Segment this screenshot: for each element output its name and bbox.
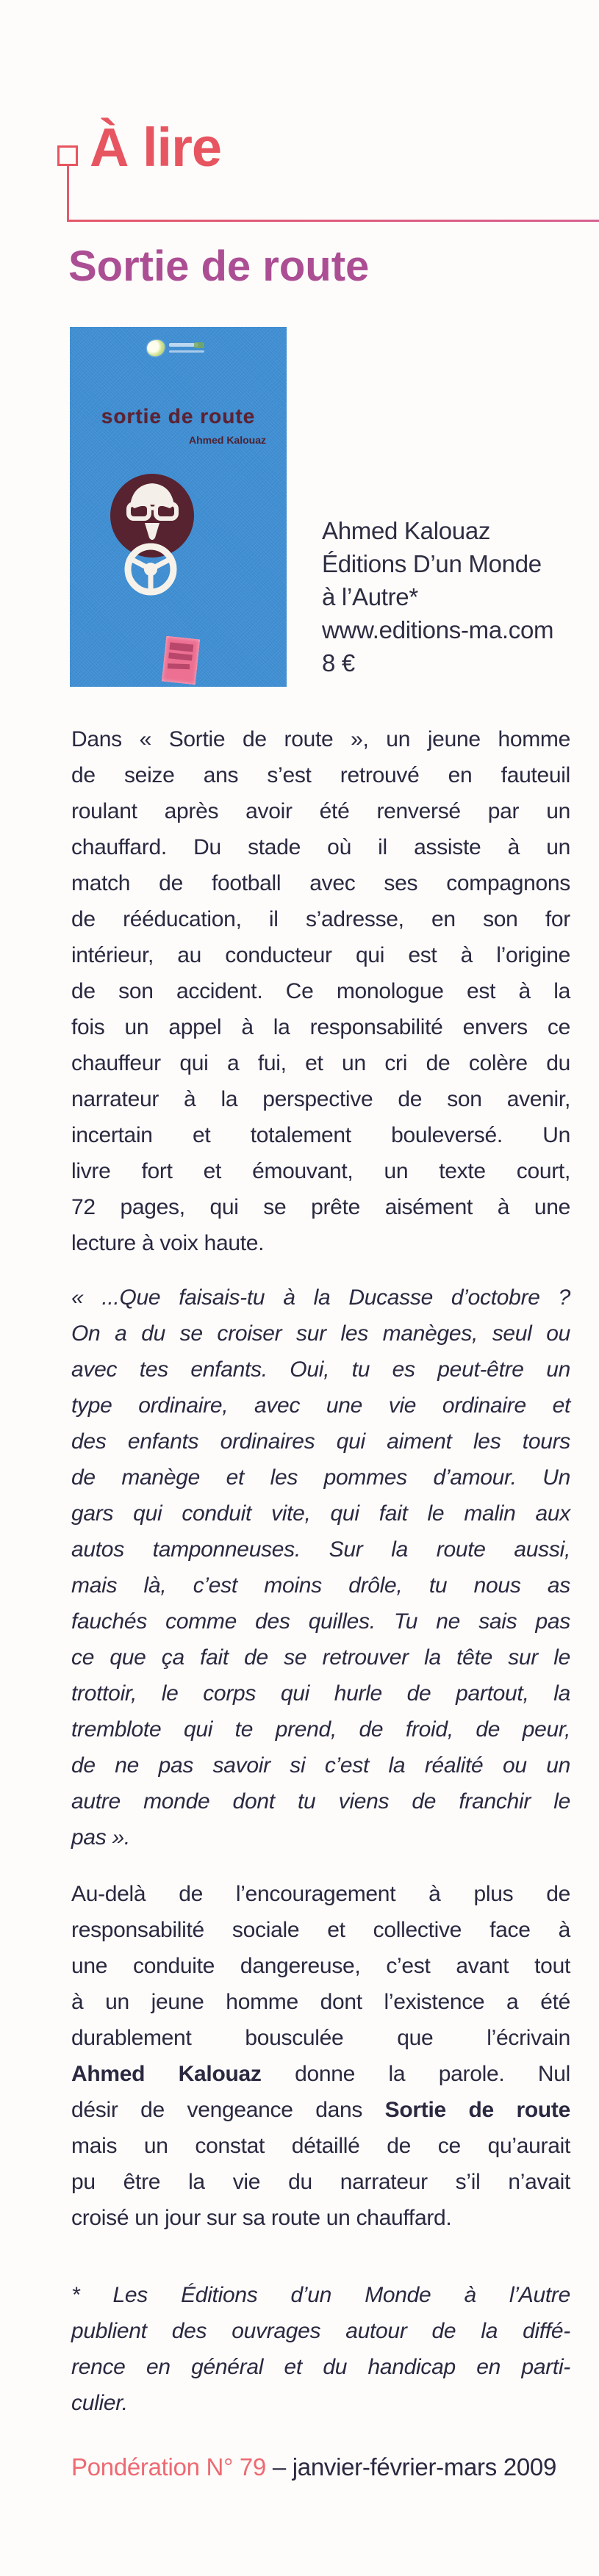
text-line: chauffard. Du stade où il assiste à un [71,835,570,859]
paragraph-quote [71,1280,570,1855]
text-line: lecture à voix haute. [71,1231,265,1255]
logo-green-mark [194,342,204,348]
rubric-corner-square [57,145,78,166]
publisher-logo-icon [147,339,217,359]
footer-date: – janvier-février-mars 2009 [265,2453,557,2481]
text-line: incertain et totalement bouleversé. Un [71,1123,570,1147]
text-line: tremblote qui te prend, de froid, de peur, [71,1717,570,1742]
text-line: durablement bousculée que l’écrivain [71,2026,570,2050]
text-line: livre fort et émouvant, un texte court, [71,1159,570,1183]
text-line: pas ». [71,1825,130,1850]
text-line: mais là, c’est moins drôle, tu nous as [71,1573,570,1598]
text-line: match de football avec ses compagnons [71,871,570,895]
book-info-website: www.editions-ma.com [322,616,554,643]
rubric-vertical-rule [67,165,69,222]
book-info-publisher-line2: à l’Autre* [322,583,418,610]
text-line: responsabilité sociale et collective face à [71,1918,570,1942]
text-line: type ordinaire, avec une vie ordinaire et [71,1393,570,1418]
text-line: une conduite dangereuse, c’est avant tout [71,1954,570,1978]
text-line: de rééducation, il s’adresse, en son for [71,907,570,931]
text-line: chauffeur qui a fui, et un cri de colère du [71,1051,570,1075]
text-line: de seize ans s’est retrouvé en fauteuil [71,763,570,787]
text-line: gars qui conduit vite, qui fait le malin aux [71,1501,570,1526]
logo-blob-icon [147,340,165,356]
sticker-mark [168,663,190,669]
text-line: culier. [71,2391,128,2415]
paragraph-conclusion [71,1876,570,2236]
text-line: fois un appel à la responsabilité envers ce [71,1015,570,1039]
face-and-steering-wheel-illustration [70,463,287,617]
text-line: mais un constat détaillé de ce qu’aurait [71,2134,570,2158]
text-line: de manège et les pommes d’amour. Un [71,1465,570,1490]
article-title: Sortie de route [68,242,370,290]
text-line: « ...Que faisais-tu à la Ducasse d’octobre ? [71,1285,570,1310]
book-info-author: Ahmed Kalouaz [322,517,491,544]
paragraph-review [71,721,570,1261]
book-title-bold: Sortie de route [384,2098,570,2122]
text-line: narrateur à la perspective de son avenir, [71,1087,570,1111]
text-line: intérieur, au conducteur qui est à l’origine [71,943,570,967]
text-line: de ne pas savoir si c’est la réalité ou un [71,1753,570,1778]
text-line-author [71,2056,570,2092]
page-footer [71,2453,578,2481]
text-line: Dans « Sortie de route », un jeune homme [71,727,570,751]
logo-underline-mark [169,350,204,353]
text-line: publient des ouvrages autour de la diffé- [71,2319,570,2343]
footer-issue: Pondération N° 79 [71,2453,266,2481]
cover-title: sortie de route [101,405,256,427]
text-line: fauchés comme des quilles. Tu ne sais pas [71,1609,570,1634]
text-line: avec tes enfants. Oui, tu es peut-être un [71,1357,570,1382]
text-line: trottoir, le corps qui hurle de partout, la [71,1681,570,1706]
author-name-bold: Ahmed Kalouaz [71,2062,262,2086]
text-line: pu être la vie du narrateur s’il n’avait [71,2170,570,2194]
text-line: roulant après avoir été renversé par un [71,799,570,823]
book-info-price: 8 € [322,649,355,677]
text-line: autre monde dont tu viens de franchir le [71,1789,570,1814]
cover-author: Ahmed Kalouaz [188,434,266,446]
text-line: autos tamponneuses. Sur la route aussi, [71,1537,570,1562]
text-segment: désir de vengeance dans [71,2098,385,2122]
text-line: rence en général et du handicap en parti- [71,2355,570,2379]
text-line: des enfants ordinaires qui aiment les tours [71,1429,570,1454]
text-line: * Les Éditions d’un Monde à l’Autre [71,2283,570,2307]
text-line: croisé un jour sur sa route un chauffard. [71,2206,452,2230]
text-line: Au-delà de l’encouragement à plus de [71,1882,570,1906]
text-line: 72 pages, qui se prête aisément à une [71,1195,570,1219]
text-line: ce que ça fait de se retrouver la tête sur le [71,1645,570,1670]
text-line: de son accident. Ce monologue est à la [71,979,570,1003]
text-segment: donne la parole. Nul [261,2062,570,2086]
text-line-title [71,2092,570,2128]
rubric-horizontal-rule [67,220,599,222]
rubric-title: À lire [90,117,222,178]
book-info-block [322,514,579,679]
text-line: à un jeune homme dont l’existence a été [71,1990,570,2014]
sticker-mark [169,642,193,652]
footnote [71,2277,570,2421]
book-cover [70,327,287,687]
sticker-mark [168,652,193,660]
text-line: On a du se croiser sur les manèges, seul ou [71,1321,570,1346]
library-sticker [162,636,200,685]
book-info-publisher-line1: Éditions D’un Monde [322,550,542,577]
